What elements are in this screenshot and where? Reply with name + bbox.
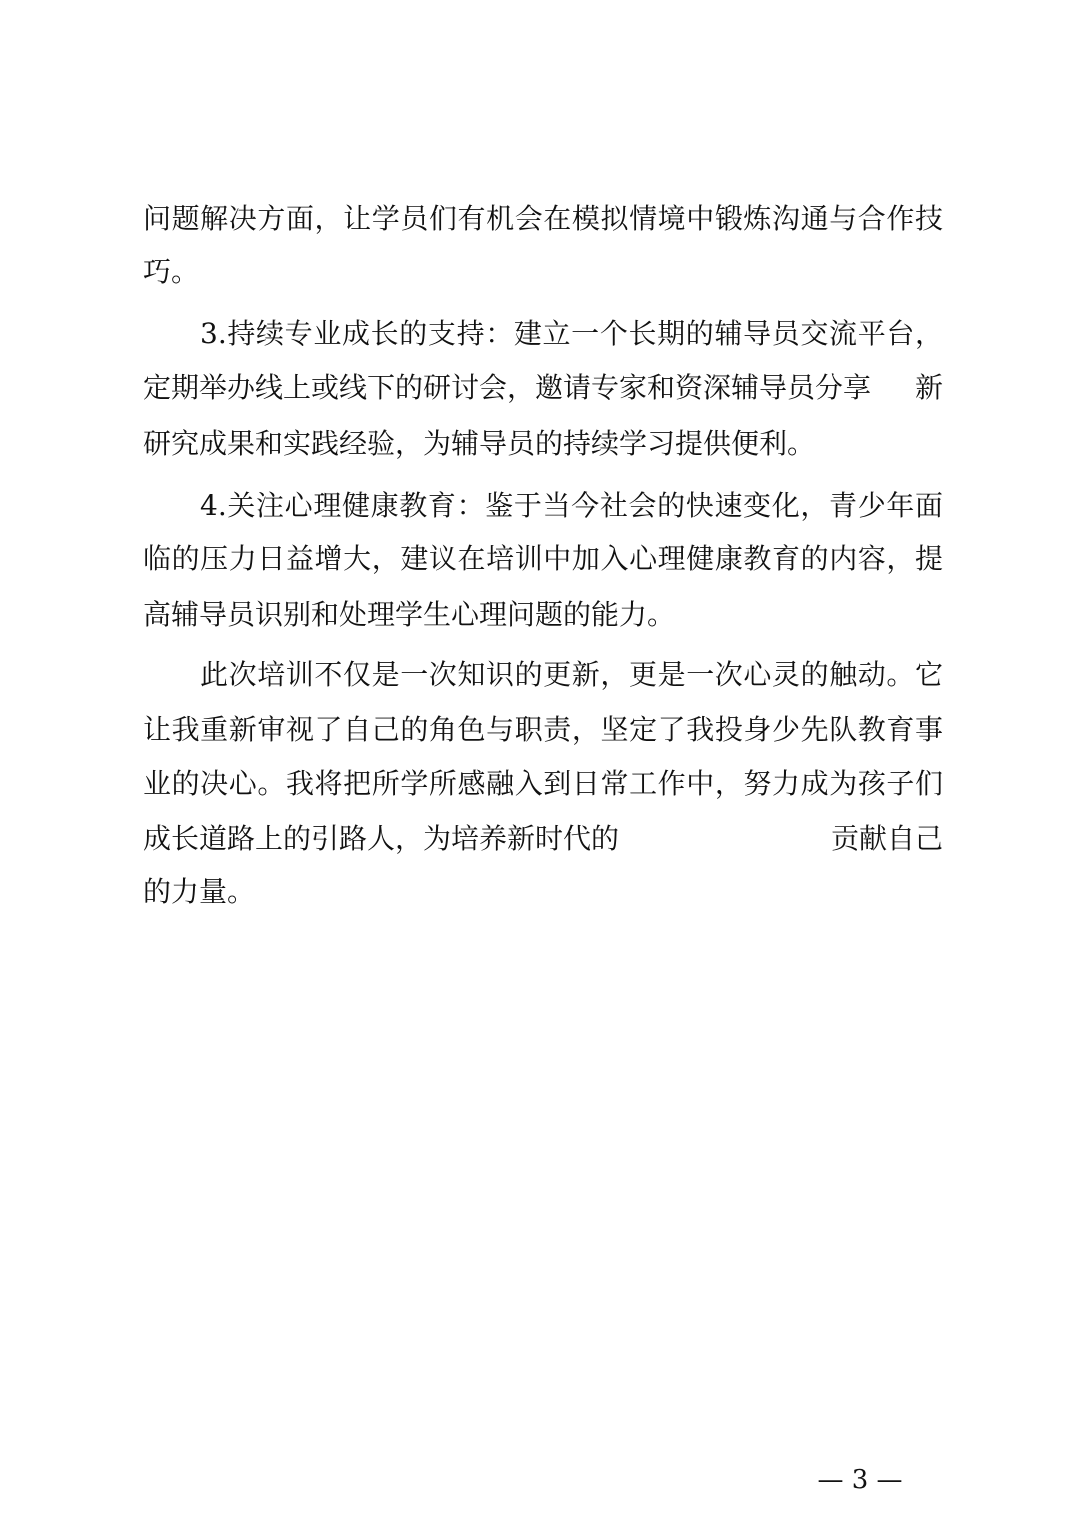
text-line: 的力量。 [143,875,256,908]
text-line: 巧。 [143,255,200,288]
text-line: 此次培训不仅是一次知识的更新，更是一次心灵的触动。它 [200,658,943,691]
text-line: 业的决心。我将把所学所感融入到日常工作中，努力成为孩子们 [143,767,943,800]
text-line: 3.持续专业成长的支持：建立一个长期的辅导员交流平台， [200,317,943,350]
text-line: 研究成果和实践经验，为辅导员的持续学习提供便利。 [143,427,816,460]
text-line: 让我重新审视了自己的角色与职责，坚定了我投身少先队教育事 [143,713,943,746]
text-line: 问题解决方面，让学员们有机会在模拟情境中锻炼沟通与合作技 [143,202,943,235]
text-segment: 贡献自己 [830,822,943,855]
text-line: 4.关注心理健康教育：鉴于当今社会的快速变化，青少年面 [200,489,943,522]
text-segment: 成长道路上的引路人，为培养新时代的 [143,822,620,855]
text-segment: 定期举办线上或线下的研讨会，邀请专家和资深辅导员分享 [143,371,872,404]
text-line-gapped [143,366,943,410]
text-line-gapped [143,817,943,861]
text-segment: 新 [914,371,943,404]
text-line: 临的压力日益增大，建议在培训中加入心理健康教育的内容，提 [143,542,943,575]
text-line: 高辅导员识别和处理学生心理问题的能力。 [143,598,676,631]
page-number: — 3 — [817,1465,903,1495]
